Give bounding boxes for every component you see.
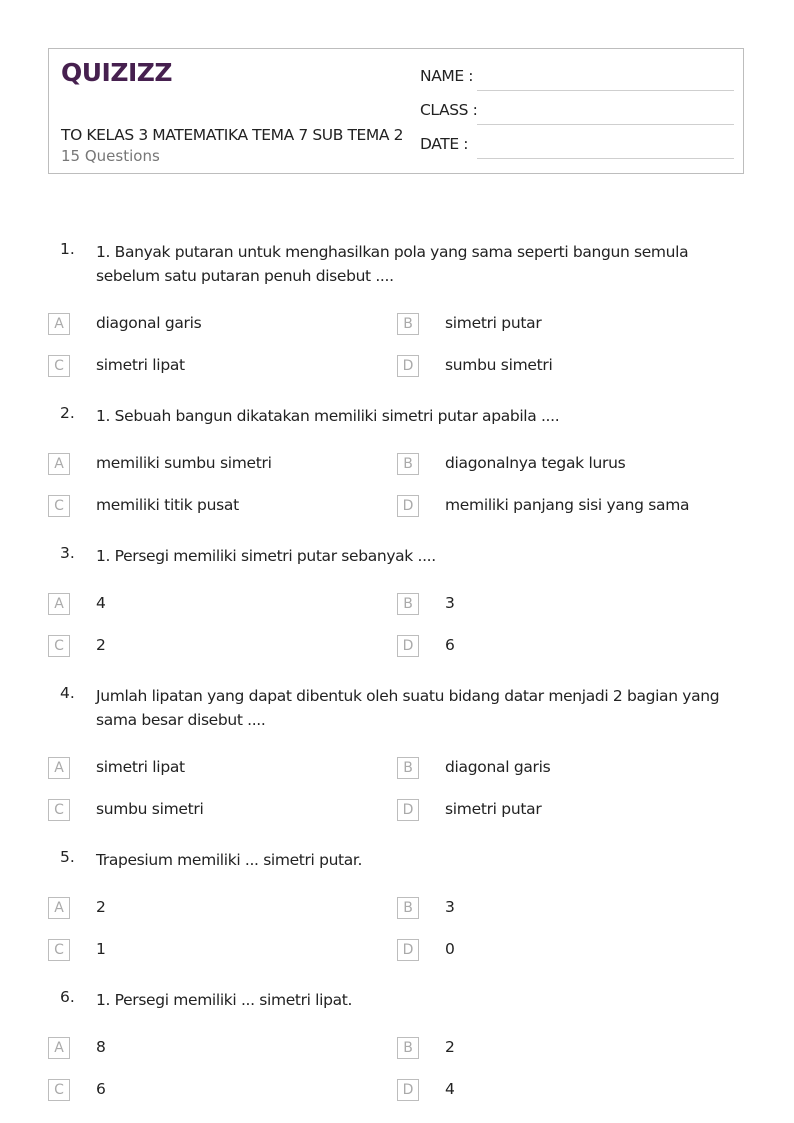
name-label: NAME : xyxy=(420,67,474,85)
option-text: memiliki titik pusat xyxy=(96,496,239,514)
option-letter-box[interactable]: D xyxy=(397,495,419,517)
option-text: 1 xyxy=(96,940,106,958)
option-letter-box[interactable]: A xyxy=(48,897,70,919)
option-text: diagonal garis xyxy=(445,758,551,776)
worksheet-header xyxy=(48,48,744,174)
quizizz-logo: QUIZIZZ xyxy=(61,58,173,87)
option-letter-box[interactable]: B xyxy=(397,897,419,919)
question-number: 2. xyxy=(60,404,75,422)
date-label: DATE : xyxy=(420,135,469,153)
question-number: 6. xyxy=(60,988,75,1006)
option-letter-box[interactable]: B xyxy=(397,313,419,335)
option-text: diagonalnya tegak lurus xyxy=(445,454,626,472)
option-letter-box[interactable]: A xyxy=(48,453,70,475)
question-number: 3. xyxy=(60,544,75,562)
name-field[interactable] xyxy=(420,67,734,91)
option-text: simetri lipat xyxy=(96,758,185,776)
option-letter-box[interactable]: C xyxy=(48,355,70,377)
question-number: 1. xyxy=(60,240,75,258)
question-number: 4. xyxy=(60,684,75,702)
option-text: simetri putar xyxy=(445,314,542,332)
question-count: 15 Questions xyxy=(61,147,160,165)
option-letter-box[interactable]: D xyxy=(397,799,419,821)
option-letter-box[interactable]: C xyxy=(48,939,70,961)
option-letter-box[interactable]: D xyxy=(397,355,419,377)
worksheet-title: TO KELAS 3 MATEMATIKA TEMA 7 SUB TEMA 2 xyxy=(61,126,404,144)
option-text: 0 xyxy=(445,940,455,958)
option-letter-box[interactable]: A xyxy=(48,593,70,615)
option-letter-box[interactable]: C xyxy=(48,635,70,657)
option-text: memiliki panjang sisi yang sama xyxy=(445,496,690,514)
class-label: CLASS : xyxy=(420,101,478,119)
option-text: 6 xyxy=(445,636,455,654)
question-number: 5. xyxy=(60,848,75,866)
question-text: 1. Sebuah bangun dikatakan memiliki simetri putar apabila .... xyxy=(96,407,560,425)
option-letter-box[interactable]: A xyxy=(48,757,70,779)
option-letter-box[interactable]: D xyxy=(397,939,419,961)
option-text: 2 xyxy=(96,636,106,654)
option-text: sumbu simetri xyxy=(445,356,553,374)
option-letter-box[interactable]: C xyxy=(48,799,70,821)
name-line[interactable] xyxy=(477,90,734,91)
option-letter-box[interactable]: A xyxy=(48,1037,70,1059)
option-text: 2 xyxy=(445,1038,455,1056)
option-letter-box[interactable]: D xyxy=(397,1079,419,1101)
option-text: simetri lipat xyxy=(96,356,185,374)
date-line[interactable] xyxy=(477,158,734,159)
option-text: 6 xyxy=(96,1080,106,1098)
option-letter-box[interactable]: B xyxy=(397,757,419,779)
option-letter-box[interactable]: C xyxy=(48,1079,70,1101)
option-text: memiliki sumbu simetri xyxy=(96,454,272,472)
question-text: Trapesium memiliki ... simetri putar. xyxy=(96,851,363,869)
option-text: 2 xyxy=(96,898,106,916)
option-text: 4 xyxy=(96,594,106,612)
option-letter-box[interactable]: C xyxy=(48,495,70,517)
option-letter-box[interactable]: D xyxy=(397,635,419,657)
question-text: 1. Persegi memiliki ... simetri lipat. xyxy=(96,991,353,1009)
option-letter-box[interactable]: A xyxy=(48,313,70,335)
class-field[interactable] xyxy=(420,101,734,125)
option-text: sumbu simetri xyxy=(96,800,204,818)
option-text: diagonal garis xyxy=(96,314,202,332)
option-text: 8 xyxy=(96,1038,106,1056)
option-letter-box[interactable]: B xyxy=(397,593,419,615)
option-text: simetri putar xyxy=(445,800,542,818)
option-letter-box[interactable]: B xyxy=(397,1037,419,1059)
option-letter-box[interactable]: B xyxy=(397,453,419,475)
date-field[interactable] xyxy=(420,135,734,159)
question-text: Jumlah lipatan yang dapat dibentuk oleh suatu bidang datar menjadi 2 bagian yang sama besar disebut .... xyxy=(96,687,720,729)
question-text: 1. Persegi memiliki simetri putar sebanyak .... xyxy=(96,547,436,565)
option-text: 4 xyxy=(445,1080,455,1098)
question-text: 1. Banyak putaran untuk menghasilkan pola yang sama seperti bangun semula sebelum satu putaran penuh disebut .... xyxy=(96,243,689,285)
option-text: 3 xyxy=(445,898,455,916)
option-text: 3 xyxy=(445,594,455,612)
class-line[interactable] xyxy=(477,124,734,125)
